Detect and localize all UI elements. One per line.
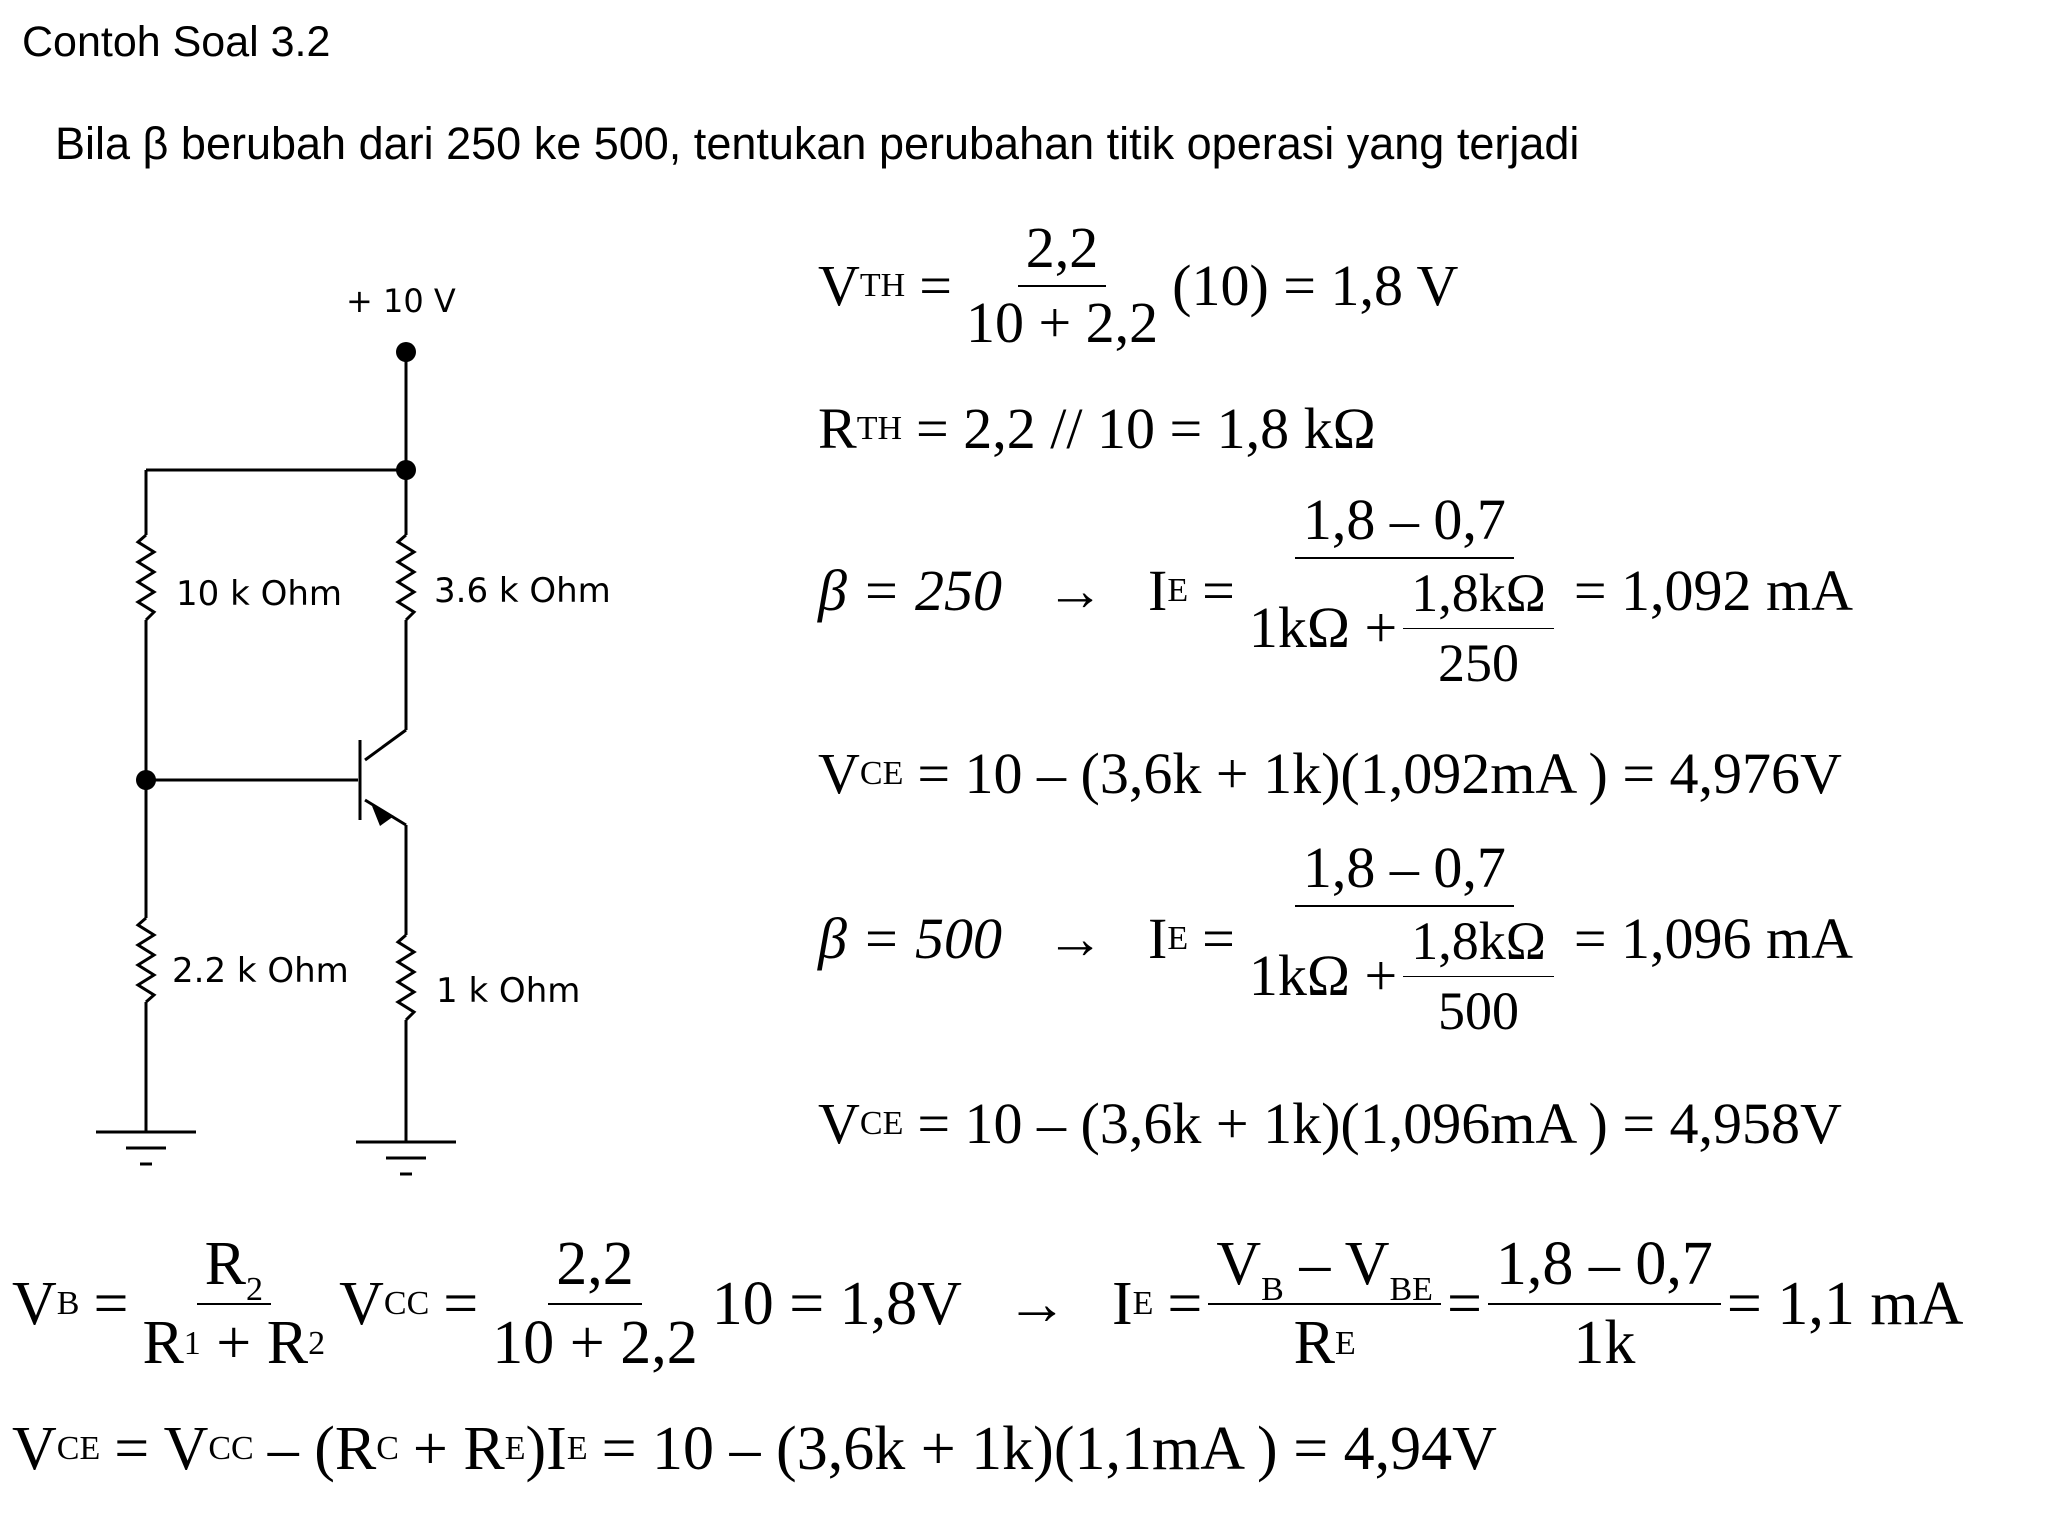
vb-equals: = <box>93 1270 129 1339</box>
case2-inner-fraction <box>1403 910 1554 1041</box>
vb-f2-den: 10 + 2,2 <box>492 1309 698 1378</box>
case2-ie: I <box>1148 905 1168 971</box>
case2-num: 1,8 – 0,7 <box>1295 838 1514 907</box>
circuit-diagram <box>0 0 640 1200</box>
case1-equals: = <box>1202 557 1235 623</box>
arrow-icon: → <box>1046 557 1105 623</box>
vb-equals-4: = <box>1446 1270 1482 1339</box>
arrow-icon: → <box>1046 905 1105 971</box>
vce2-lhs: V <box>818 1091 860 1156</box>
eq-vce-case1: V CE = 10 – (3,6k + 1k)(1,092mA ) = 4,976V <box>818 741 1842 806</box>
vb-equals-2: = <box>443 1270 479 1339</box>
case1-inner-num: 1,8kΩ <box>1403 565 1554 629</box>
eq-rth-lhs: R <box>818 396 857 461</box>
page-heading: Contoh Soal 3.2 <box>22 18 331 66</box>
eq-vth-lhs: V <box>818 252 860 318</box>
label-rc: 3.6 k Ohm <box>434 571 611 611</box>
vce1-rest: = 10 – (3,6k + 1k)(1,092mA ) = 4,976V <box>917 741 1842 806</box>
vb-f1-num <box>197 1230 271 1308</box>
case2-equals: = <box>1202 905 1235 971</box>
vb-vcc: V <box>339 1270 384 1339</box>
resistor-rc <box>398 535 414 620</box>
case2-fraction <box>1241 835 1568 1041</box>
problem-statement: Bila β berubah dari 250 ke 500, tentukan perubahan titik operasi yang terjadi <box>55 118 1580 169</box>
collector-lead <box>365 730 406 760</box>
vce-rest: = 10 – (3,6k + 1k)(1,1mA ) = 4,94V <box>601 1415 1497 1483</box>
vce-p1: = V <box>114 1415 209 1483</box>
vb-result: = 1,1 mA <box>1726 1270 1964 1339</box>
vb-lhs: V <box>12 1270 57 1339</box>
eq-vce-general: V CE = V CC – (R C + R E )I E = 10 – (3,6k + 1k)(1,1mA ) = 4,94V <box>12 1415 1497 1483</box>
label-supply: + 10 V <box>346 282 456 320</box>
vce-p2: – (R <box>267 1415 377 1483</box>
label-r1: 10 k Ohm <box>176 574 342 614</box>
node-supply <box>396 342 416 362</box>
vb-rest: 10 = 1,8V <box>711 1270 962 1339</box>
beta-250: β = 250 <box>818 557 1003 623</box>
node-top <box>396 460 416 480</box>
vb-f4-num: 1,8 – 0,7 <box>1488 1232 1721 1305</box>
arrow-icon: → <box>1005 1270 1068 1339</box>
eq-vth-num: 2,2 <box>1018 218 1107 287</box>
resistor-r2 <box>138 918 154 1002</box>
vb-f3-num-minus: – V <box>1299 1230 1390 1298</box>
vb-f1-den: R 1 + R 2 <box>142 1309 326 1378</box>
eq-rth-rest: = 2,2 // 10 = 1,8 kΩ <box>916 396 1376 461</box>
case2-result: = 1,096 mA <box>1573 905 1854 971</box>
label-r2: 2.2 k Ohm <box>172 951 349 991</box>
eq-vce-case2: V CE = 10 – (3,6k + 1k)(1,096mA ) = 4,958V <box>818 1091 1842 1156</box>
vb-f3-num-b-sub: BE <box>1389 1271 1433 1308</box>
vb-f3-den: R E <box>1293 1309 1356 1378</box>
resistor-r1 <box>138 535 154 620</box>
case1-result: = 1,092 mA <box>1573 557 1854 623</box>
label-re: 1 k Ohm <box>436 971 581 1011</box>
case1-inner-fraction <box>1403 562 1554 693</box>
case2-den-lead: 1kΩ + <box>1248 942 1398 1008</box>
vce-p4: )I <box>525 1415 567 1483</box>
resistor-re <box>398 935 414 1020</box>
eq-vth-rest: (10) = 1,8 V <box>1172 252 1459 318</box>
vce-lhs: V <box>12 1415 57 1483</box>
vb-f1-num-text: R <box>204 1230 246 1298</box>
vb-f1-den-plus: + R <box>216 1309 309 1378</box>
vce1-lhs: V <box>818 741 860 806</box>
eq-case-beta-500: β = 500 → I E = 1,8 – 0,7 1kΩ + $\frac{1,8k\Omega}{500}$ = 1,096 mA <box>818 835 1854 1041</box>
vb-ie: I <box>1111 1270 1133 1339</box>
eq-vth-den: 10 + 2,2 <box>965 289 1159 355</box>
case2-inner-num: 1,8kΩ <box>1403 913 1554 977</box>
case1-inner-den: 250 <box>1438 632 1519 693</box>
vb-f3-num-a: V <box>1216 1230 1262 1298</box>
case2-inner-den: 500 <box>1438 980 1519 1041</box>
vb-f2-num: 2,2 <box>548 1232 642 1305</box>
vb-f1-den-a: R <box>142 1309 184 1378</box>
eq-vth-equals: = <box>919 252 952 318</box>
vb-fraction-num <box>484 1232 705 1376</box>
vb-fraction-v <box>1208 1232 1441 1376</box>
case1-num: 1,8 – 0,7 <box>1295 490 1514 559</box>
emitter-arrow <box>372 806 394 826</box>
vb-equals-3: = <box>1167 1270 1203 1339</box>
vb-f3-den-text: R <box>1293 1309 1335 1378</box>
case1-den <box>1241 559 1568 691</box>
vb-f3-num-a-sub: B <box>1261 1271 1284 1308</box>
beta-500: β = 500 <box>818 905 1003 971</box>
eq-vth: V TH = $\frac{2,2}{10 + 2,2}$ (10) = 1,8 V <box>818 215 1459 355</box>
vce2-rest: = 10 – (3,6k + 1k)(1,096mA ) = 4,958V <box>917 1091 1842 1156</box>
eq-vth-fraction <box>958 215 1166 355</box>
case1-ie: I <box>1148 557 1168 623</box>
vce-p3: + R <box>412 1415 505 1483</box>
eq-vb: V B = $R_2$ R 1 + R 2 V CC = $\frac{2,2}{10 + 2,2}$ 10 = 1,8V → I E = $V_B - V_{BE}$ R E = $\frac{1,8 - 0,7}{1k}$ = 1,1 mA <box>12 1230 1964 1378</box>
eq-rth: R TH = 2,2 // 10 = 1,8 kΩ <box>818 396 1376 461</box>
case2-den <box>1241 907 1568 1039</box>
node-base <box>136 770 156 790</box>
vb-f4-den: 1k <box>1573 1309 1636 1378</box>
eq-case-beta-250: β = 250 → I E = 1,8 – 0,7 1kΩ + $\frac{1,8k\Omega}{250}$ = 1,092 mA <box>818 487 1854 693</box>
vb-f3-num <box>1208 1230 1441 1308</box>
case1-fraction <box>1241 487 1568 693</box>
vb-f1-num-sub: 2 <box>245 1271 263 1308</box>
case1-den-lead: 1kΩ + <box>1248 594 1398 660</box>
vb-fraction-r <box>134 1232 333 1376</box>
vb-fraction-values <box>1488 1232 1721 1376</box>
